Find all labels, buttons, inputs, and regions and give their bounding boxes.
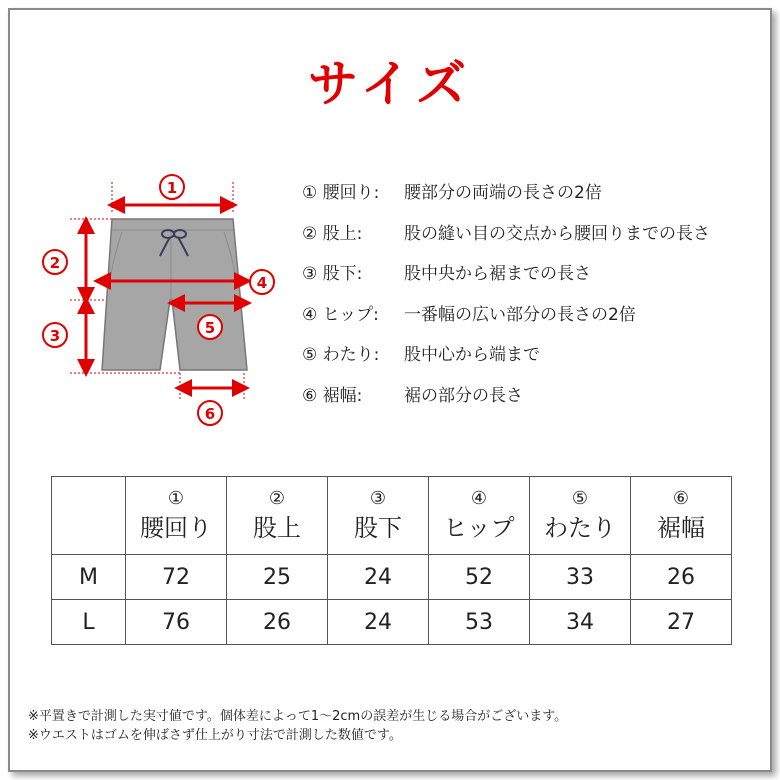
- size-label: M: [52, 555, 126, 600]
- svg-text:6: 6: [204, 405, 216, 423]
- footnote: ※ウエストはゴムを伸ばさず仕上がり寸法で計測した数値です。: [28, 728, 402, 743]
- table-cell: 33: [530, 555, 631, 600]
- table-row: [52, 555, 732, 600]
- table-cell: 27: [631, 600, 732, 645]
- table-cell: 34: [530, 600, 631, 645]
- marker-1: [160, 175, 184, 199]
- table-cell: 72: [126, 555, 227, 600]
- legend-desc: 裾の部分の長さ: [404, 385, 523, 406]
- svg-text:1: 1: [166, 179, 178, 197]
- table-cell: 25: [227, 555, 328, 600]
- marker-6: [198, 401, 222, 425]
- legend-key: ① 腰回り:: [302, 183, 380, 203]
- column-header: [126, 477, 227, 555]
- column-header: [631, 477, 732, 555]
- svg-text:5: 5: [204, 319, 216, 337]
- marker-4: [250, 270, 274, 294]
- shorts-diagram: [0, 0, 300, 440]
- legend-key: ② 股上:: [302, 223, 363, 244]
- legend-key: ⑥ 裾幅:: [302, 385, 363, 406]
- column-header: [530, 477, 631, 555]
- marker-5: [198, 315, 222, 339]
- table-corner-cell: [52, 477, 126, 555]
- table-cell: 24: [328, 600, 429, 645]
- column-label: 股上: [253, 513, 301, 542]
- column-number: ⑥: [672, 487, 690, 509]
- table-header-row: [52, 477, 732, 555]
- column-label: 股下: [354, 513, 402, 542]
- svg-text:4: 4: [256, 274, 268, 292]
- svg-text:3: 3: [49, 327, 61, 345]
- column-label: わたり: [544, 513, 616, 542]
- shorts-illustration: [102, 219, 247, 370]
- column-label: 腰回り: [140, 513, 212, 542]
- legend-key: ⑤ わたり:: [302, 345, 380, 365]
- column-label: ヒップ: [443, 513, 515, 542]
- legend-desc: 股中心から端まで: [404, 345, 540, 365]
- size-label: L: [52, 600, 126, 645]
- column-label: 裾幅: [657, 513, 705, 542]
- table-cell: 52: [429, 555, 530, 600]
- column-number: ⑤: [571, 487, 589, 509]
- column-number: ④: [470, 487, 488, 509]
- table-cell: 24: [328, 555, 429, 600]
- legend-desc: 一番幅の広い部分の長さの2倍: [404, 304, 636, 325]
- column-header: [429, 477, 530, 555]
- size-table: [51, 476, 732, 645]
- table-cell: 76: [126, 600, 227, 645]
- footnote: ※平置きで計測した実寸値です。個体差によって1〜2cmの誤差が生じる場合がございます。: [28, 709, 568, 724]
- legend-key: ④ ヒップ:: [302, 304, 379, 325]
- table-cell: 53: [429, 600, 530, 645]
- svg-text:2: 2: [49, 254, 61, 272]
- table-cell: 26: [631, 555, 732, 600]
- marker-3: [43, 323, 67, 347]
- legend-desc: 股の縫い目の交点から腰回りまでの長さ: [404, 223, 710, 244]
- table-row: [52, 600, 732, 645]
- legend-key: ③ 股下:: [302, 264, 363, 284]
- column-number: ①: [167, 487, 185, 509]
- page-title: サイズ: [308, 55, 472, 113]
- column-number: ②: [268, 487, 286, 509]
- legend-desc: 腰部分の両端の長さの2倍: [404, 183, 602, 203]
- column-number: ③: [369, 487, 387, 509]
- column-header: [227, 477, 328, 555]
- footnotes: [28, 707, 567, 745]
- table-cell: 26: [227, 600, 328, 645]
- legend-desc: 股中央から裾までの長さ: [404, 264, 591, 284]
- column-header: [328, 477, 429, 555]
- marker-2: [43, 250, 67, 274]
